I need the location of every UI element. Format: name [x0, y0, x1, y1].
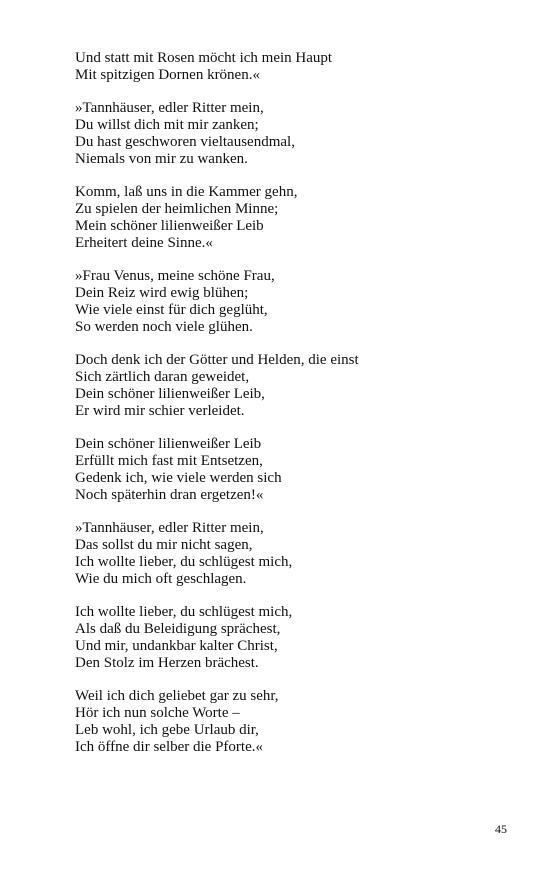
poem-line: Hör ich nun solche Worte – — [75, 705, 240, 721]
poem-line: Mit spitzigen Dornen krönen.« — [75, 67, 260, 83]
stanza-9 — [75, 688, 515, 756]
poem-line: Den Stolz im Herzen brächest. — [75, 655, 259, 671]
poem-line: Erfüllt mich fast mit Entsetzen, — [75, 453, 263, 469]
poem-line: Zu spielen der heimlichen Minne; — [75, 201, 279, 217]
poem-line: Er wird mir schier verleidet. — [75, 403, 245, 419]
poem-line: Dein Reiz wird ewig blühen; — [75, 285, 249, 301]
poem-line: Als daß du Beleidigung sprächest, — [75, 621, 281, 637]
poem-line: Das sollst du mir nicht sagen, — [75, 537, 253, 553]
stanza-5 — [75, 352, 515, 420]
stanza-3 — [75, 184, 515, 252]
poem-line: Gedenk ich, wie viele werden sich — [75, 470, 282, 486]
poem-line: Du willst dich mit mir zanken; — [75, 117, 259, 133]
poem-line: Komm, laß uns in die Kammer gehn, — [75, 184, 298, 200]
poem-body — [75, 50, 515, 772]
poem-line: Ich wollte lieber, du schlügest mich, — [75, 604, 293, 620]
poem-line: Weil ich dich geliebet gar zu sehr, — [75, 688, 279, 704]
poem-line: Sich zärtlich daran geweidet, — [75, 369, 250, 385]
poem-line: Ich wollte lieber, du schlügest mich, — [75, 554, 293, 570]
stanza-2 — [75, 100, 515, 168]
stanza-7 — [75, 520, 515, 588]
poem-line: Und statt mit Rosen möcht ich mein Haupt — [75, 50, 333, 66]
poem-line: Wie viele einst für dich geglüht, — [75, 302, 268, 318]
poem-line: »Tannhäuser, edler Ritter mein, — [75, 100, 264, 116]
poem-line: Du hast geschworen vieltausendmal, — [75, 134, 295, 150]
stanza-6 — [75, 436, 515, 504]
poem-line: »Tannhäuser, edler Ritter mein, — [75, 520, 264, 536]
poem-line: Leb wohl, ich gebe Urlaub dir, — [75, 722, 259, 738]
poem-line: Wie du mich oft geschlagen. — [75, 571, 247, 587]
poem-line: Erheitert deine Sinne.« — [75, 235, 213, 251]
poem-line: Dein schöner lilienweißer Leib, — [75, 386, 265, 402]
stanza-4 — [75, 268, 515, 336]
poem-line: Noch späterhin dran ergetzen!« — [75, 487, 264, 503]
poem-line: Niemals von mir zu wanken. — [75, 151, 248, 167]
poem-line: Und mir, undankbar kalter Christ, — [75, 638, 278, 654]
stanza-1 — [75, 50, 515, 84]
poem-line: Doch denk ich der Götter und Helden, die einst — [75, 352, 359, 368]
stanza-8 — [75, 604, 515, 672]
poem-line: Mein schöner lilienweißer Leib — [75, 218, 264, 234]
poem-line: Dein schöner lilienweißer Leib — [75, 436, 262, 452]
poem-line: So werden noch viele glühen. — [75, 319, 253, 335]
page-number: 45 — [495, 822, 507, 836]
poem-line: »Frau Venus, meine schöne Frau, — [75, 268, 275, 284]
poem-line: Ich öffne dir selber die Pforte.« — [75, 739, 263, 755]
